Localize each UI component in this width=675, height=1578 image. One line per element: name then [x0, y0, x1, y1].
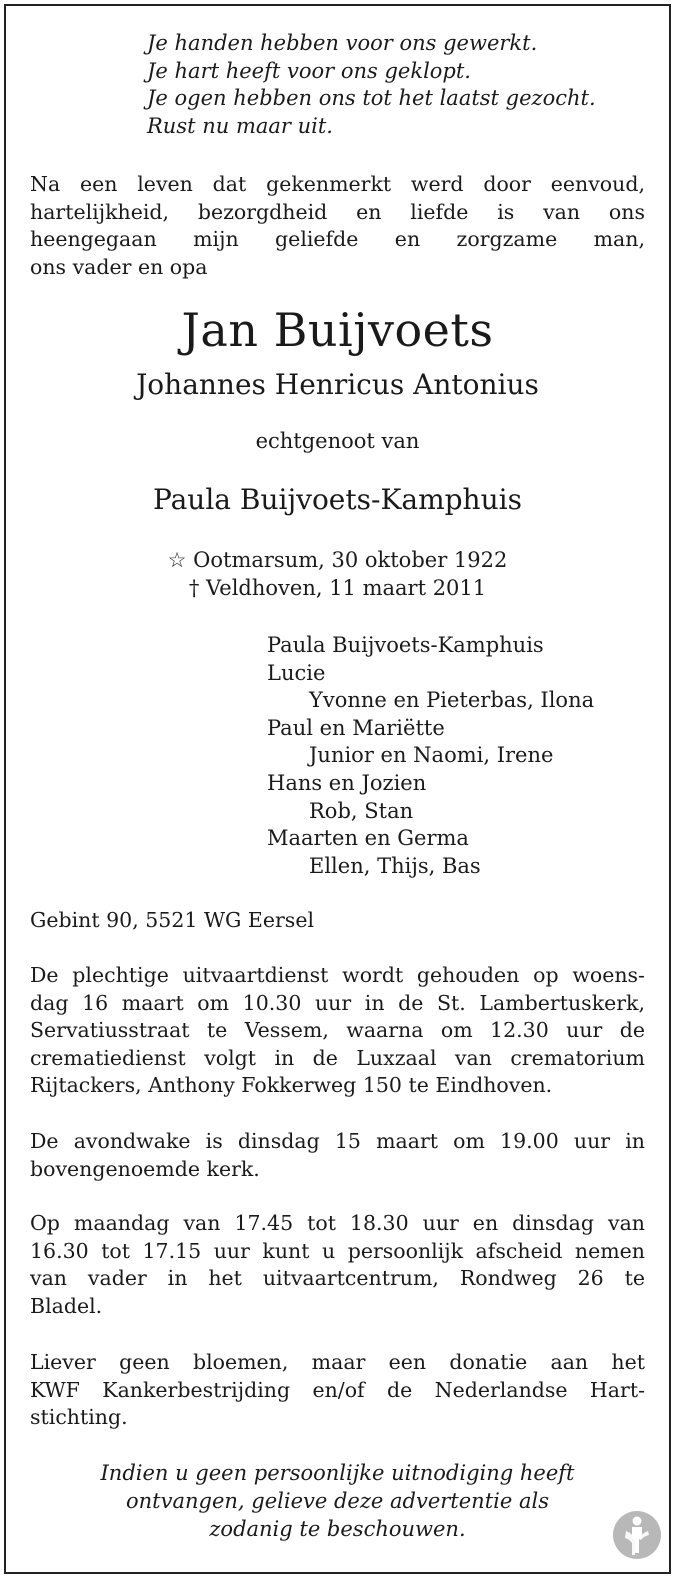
memorial-logo-icon: [612, 1510, 662, 1560]
closing-line: ontvangen, gelieve deze advertentie als: [126, 1489, 549, 1513]
birth-line: [6, 546, 669, 574]
flowers-line: Liever geen bloemen, maar een donatie aan het: [30, 1350, 645, 1374]
service-line: dag 16 maart om 10.30 uur in de St. Lambertuskerk,: [30, 990, 645, 1015]
poem: [147, 30, 596, 140]
family-member: Hans en Jozien: [267, 770, 427, 795]
closing-line: zodanig te beschouwen.: [209, 1517, 466, 1541]
visiting-line: Op maandag van 17.45 tot 18.30 uur en dinsdag van: [30, 1211, 645, 1235]
flowers-line: KWF Kankerbestrijding en/of de Nederlandse Hart-: [30, 1377, 645, 1402]
intro-line: Na een leven dat gekenmerkt werd door eenvoud,: [30, 172, 645, 196]
visiting-paragraph: [30, 1210, 645, 1320]
flowers-paragraph: [30, 1349, 645, 1432]
intro-line: ons vader en opa: [30, 254, 208, 279]
family-member: Junior en Naomi, Irene: [309, 743, 554, 768]
vigil-line: bovengenoemde kerk.: [30, 1156, 260, 1181]
intro-line: heengegaan mijn geliefde en zorgzame man,: [30, 227, 645, 251]
closing-line: Indien u geen persoonlijke uitnodiging heeft: [100, 1461, 575, 1485]
family-member: Rob, Stan: [309, 798, 414, 823]
home-address: Gebint 90, 5521 WG Eersel: [30, 908, 315, 932]
cross-icon: †: [188, 576, 200, 600]
closing-note: [6, 1459, 669, 1543]
family-member: Paula Buijvoets-Kamphuis: [267, 633, 544, 657]
poem-line: Je hart heeft voor ons geklopt.: [147, 58, 471, 83]
family-member: Lucie: [267, 660, 326, 685]
service-line: De plechtige uitvaartdienst wordt gehouden op woens-: [30, 963, 645, 987]
intro-line: hartelijkheid, bezorgdheid en liefde is van ons: [30, 199, 645, 224]
poem-line: Je ogen hebben ons tot het laatst gezocht.: [147, 86, 596, 110]
service-line: Servatiusstraat te Vessem, waarna om 12.30 uur de: [30, 1018, 645, 1042]
star-icon: ☆: [167, 548, 187, 572]
family-member: Ellen, Thijs, Bas: [309, 853, 481, 878]
poem-line: Je handen hebben voor ons gewerkt.: [147, 31, 538, 55]
poem-line: Rust nu maar uit.: [147, 113, 333, 138]
intro-paragraph: [30, 171, 645, 281]
deceased-name: Jan Buijvoets: [181, 303, 494, 357]
family-member: Yvonne en Pieterbas, Ilona: [309, 688, 595, 713]
service-paragraph: [30, 962, 645, 1100]
spouse-label: echtgenoot van: [255, 429, 420, 453]
visiting-line: van vader in het uitvaartcentrum, Rondweg 26 te: [30, 1266, 645, 1290]
service-line: crematiedienst volgt in de Luxzaal van crematorium: [30, 1045, 645, 1070]
vigil-line: De avondwake is dinsdag 15 maart om 19.00 uur in: [30, 1129, 645, 1153]
vigil-paragraph: [30, 1128, 645, 1183]
deceased-full-name: Johannes Henricus Antonius: [136, 368, 539, 401]
spouse-name: Paula Buijvoets-Kamphuis: [153, 483, 522, 516]
family-member: Paul en Mariëtte: [267, 715, 445, 740]
visiting-line: Bladel.: [30, 1293, 103, 1318]
family-member: Maarten en Germa: [267, 826, 469, 851]
life-dates: [6, 546, 669, 602]
birth-date: Ootmarsum, 30 oktober 1922: [193, 548, 508, 572]
death-line: [6, 574, 669, 602]
death-date: Veldhoven, 11 maart 2011: [206, 576, 487, 600]
family-list: [267, 632, 594, 880]
visiting-line: 16.30 tot 17.15 uur kunt u persoonlijk afscheid nemen: [30, 1238, 645, 1263]
flowers-line: stichting.: [30, 1405, 128, 1429]
obituary-card: [4, 4, 671, 1574]
service-line: Rijtackers, Anthony Fokkerweg 150 te Eindhoven.: [30, 1073, 553, 1097]
